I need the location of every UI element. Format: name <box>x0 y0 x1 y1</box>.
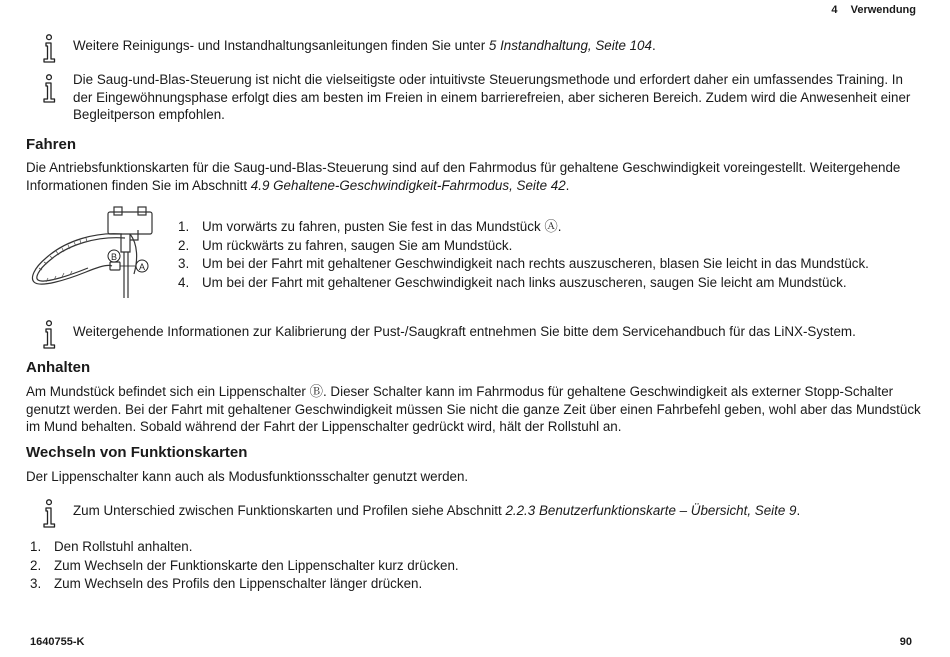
page-header <box>831 4 916 16</box>
info-icon <box>40 74 62 104</box>
list-item: 4. Um bei der Fahrt mit gehaltener Geschwindigkeit nach links auszuscheren, saugen Sie leicht am Mundstück. <box>178 275 847 291</box>
info-icon <box>40 320 62 350</box>
heading-wechseln: Wechseln von Funktionskarten <box>26 444 248 461</box>
fahren-intro: Die Antriebsfunktionskarten für die Saug-und-Blas-Steuerung sind auf den Fahrmodus für gehaltene Geschwindigkeit voreingestellt. Weitergehende Informationen finden Sie im Abschnitt 4.9 Gehaltene-Geschwindigkeit-Fahrmodus, Seite 42. <box>26 160 901 193</box>
list-item: 1. Den Rollstuhl anhalten. <box>30 539 193 554</box>
mouthpiece-illustration <box>26 204 161 300</box>
list-item: 1. Um vorwärts zu fahren, pusten Sie fest in das Mundstück Ⓐ. <box>178 219 562 234</box>
ref-link[interactable]: 5 Instandhaltung, Seite 104 <box>488 38 652 53</box>
heading-fahren: Fahren <box>26 136 77 153</box>
ref-link[interactable]: 4.9 Gehaltene-Geschwindigkeit-Fahrmodus, Seite 42 <box>250 177 566 193</box>
note-function-maps: Zum Unterschied zwischen Funktionskarten und Profilen siehe Abschnitt 2.2.3 Benutzerfunktionskarte – Übersicht, Seite 9. <box>73 503 801 518</box>
note-cleaning: Weitere Reinigungs- und Instandhaltungsanleitungen finden Sie unter 5 Instandhaltung, Seite 104. <box>73 38 656 53</box>
doc-number: 1640755-K <box>30 636 85 648</box>
page-number: 90 <box>899 636 912 648</box>
wechseln-steps <box>30 538 730 594</box>
list-item: 3. Um bei der Fahrt mit gehaltener Geschwindigkeit nach rechts auszuscheren, blasen Sie leicht in das Mundstück. <box>178 256 869 272</box>
label-b: B <box>110 252 118 262</box>
anhalten-text: Am Mundstück befindet sich ein Lippenschalter Ⓑ. Dieser Schalter kann im Fahrmodus für gehaltene Geschwindigkeit als externer Stopp-Schalter genutzt werden. Bei der Fahrt mit gehaltener Geschwindigkeit müssen Sie nicht die ganze Zeit über einen Fahrbefehl geben, wohl aber das Mundstück im Mund behalten. Sobald während der Fahrt der Lippenschalter gedrückt wird, hält der Rollstuhl an. <box>26 384 921 434</box>
chapter-title: Verwendung <box>850 4 916 16</box>
note-training: Die Saug-und-Blas-Steuerung ist nicht die vielseitigste oder intuitivste Steuerungsmethode und erfordert daher ein umfassendes Training. In der Eingewöhnungsphase erfolgt dies am besten im Freien in einem barrierefreien, aber sicheren Bereich. Zudem wird die Anwesenheit einer Begleitperson empfohlen. <box>73 72 911 122</box>
list-item: 3. Zum Wechseln des Profils den Lippenschalter länger drücken. <box>30 576 423 592</box>
list-item: 2. Um rückwärts zu fahren, saugen Sie am Mundstück. <box>178 237 513 253</box>
info-icon <box>40 499 62 529</box>
list-item: 2. Zum Wechseln der Funktionskarte den Lippenschalter kurz drücken. <box>30 557 459 573</box>
ref-link[interactable]: 2.2.3 Benutzerfunktionskarte – Übersicht, Seite 9 <box>505 503 797 518</box>
fahren-steps <box>178 218 918 293</box>
label-a: A <box>138 262 146 272</box>
chapter-number: 4 <box>831 4 838 16</box>
wechseln-text: Der Lippenschalter kann auch als Modusfunktionsschalter genutzt werden. <box>26 469 469 484</box>
info-icon <box>40 34 62 64</box>
note-calibration: Weitergehende Informationen zur Kalibrierung der Pust-/Saugkraft entnehmen Sie bitte dem Servicehandbuch für das LiNX-System. <box>73 324 856 339</box>
heading-anhalten: Anhalten <box>26 359 91 376</box>
